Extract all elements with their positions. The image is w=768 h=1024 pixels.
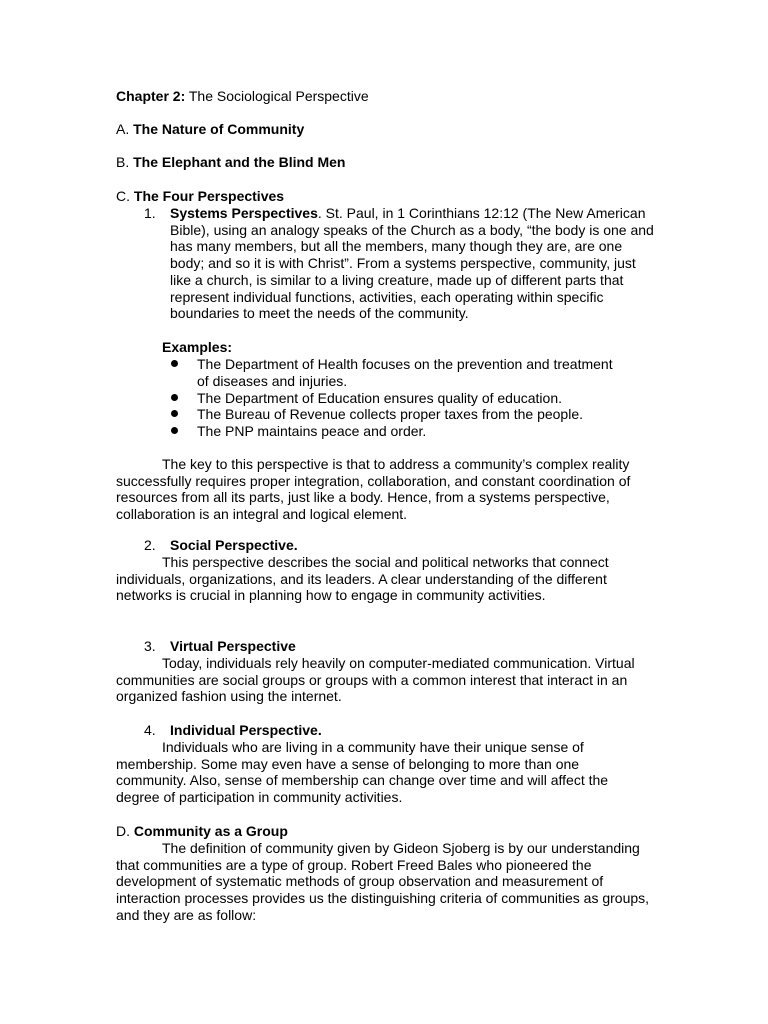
section-b-title: The Elephant and the Blind Men (133, 154, 346, 170)
section-a-letter: A. (116, 121, 134, 137)
section-a-title: The Nature of Community (133, 121, 305, 137)
example-item: The Bureau of Revenue collects proper taxes from the people. (197, 406, 583, 422)
section-c-heading (116, 188, 284, 205)
item-1-paragraph (170, 205, 654, 322)
item-4-number: 4. (144, 722, 156, 738)
examples-label: Examples: (162, 339, 233, 355)
section-d-heading (116, 823, 288, 840)
section-c-letter: C. (116, 188, 134, 204)
item-1-text: . St. Paul, in 1 Corinthians 12:12 (The New American Bible), using an analogy speaks of the Church as a body, “the body is one and has many members, but all the members, many though they are, are one body; and so it is with Christ”. From a systems perspective, community, just like a church, is similar to a living creature, made up of different parts that represent individual functions, activities, each operating within specific boundaries to meet the needs of the community. (170, 205, 654, 322)
section-d-letter: D. (116, 823, 134, 839)
chapter-heading (116, 88, 369, 105)
bullet-icon (171, 394, 178, 401)
item-3-title: Virtual Perspective (170, 638, 296, 654)
item-1-number: 1. (144, 205, 156, 221)
item-2-title: Social Perspective. (170, 537, 298, 553)
bullet-icon (171, 427, 178, 434)
example-item: The Department of Health focuses on the prevention and treatment of diseases and injuries. (197, 356, 613, 389)
section-a-heading (116, 121, 304, 138)
item-2-text: This perspective describes the social and political networks that connect individuals, organizations, and its leaders. A clear understanding of the different networks is crucial in planning how to engage in community activities. (116, 554, 609, 604)
bullet-icon (171, 360, 178, 367)
section-b-heading (116, 154, 345, 171)
section-d-text: The definition of community given by Gideon Sjoberg is by our understanding that communities are a type of group. Robert Freed Bales who pioneered the development of systematic methods of group observation and measurement of interaction processes provides us the distinguishing criteria of communities as groups, and they are as follow: (116, 840, 650, 923)
section-c-title: The Four Perspectives (133, 188, 285, 204)
item-2-number: 2. (144, 537, 156, 553)
example-item: The Department of Education ensures quality of education. (197, 390, 562, 406)
section-b-letter: B. (116, 154, 134, 170)
item-3-number: 3. (144, 638, 156, 654)
item-1-title: Systems Perspectives (170, 205, 318, 221)
systems-summary: The key to this perspective is that to address a community’s complex reality successfully requires proper integration, collaboration, and constant coordination of resources from all its parts, just like a body. Hence, from a systems perspective, collaboration is an integral and logical element. (116, 456, 631, 523)
item-4-text: Individuals who are living in a community have their unique sense of membership. Some may even have a sense of belonging to more than one community. Also, sense of membership can change over time and will affect the degree of participation in community activities. (116, 739, 609, 806)
example-item: The PNP maintains peace and order. (197, 423, 427, 439)
section-d-title: Community as a Group (133, 823, 288, 839)
item-4-title: Individual Perspective. (170, 722, 322, 738)
chapter-title: The Sociological Perspective (185, 88, 369, 104)
chapter-label: Chapter 2: (116, 88, 186, 104)
item-3-text: Today, individuals rely heavily on computer-mediated communication. Virtual communities are social groups or groups with a common interest that interact in an organized fashion using the internet. (116, 655, 635, 705)
bullet-icon (171, 410, 178, 417)
